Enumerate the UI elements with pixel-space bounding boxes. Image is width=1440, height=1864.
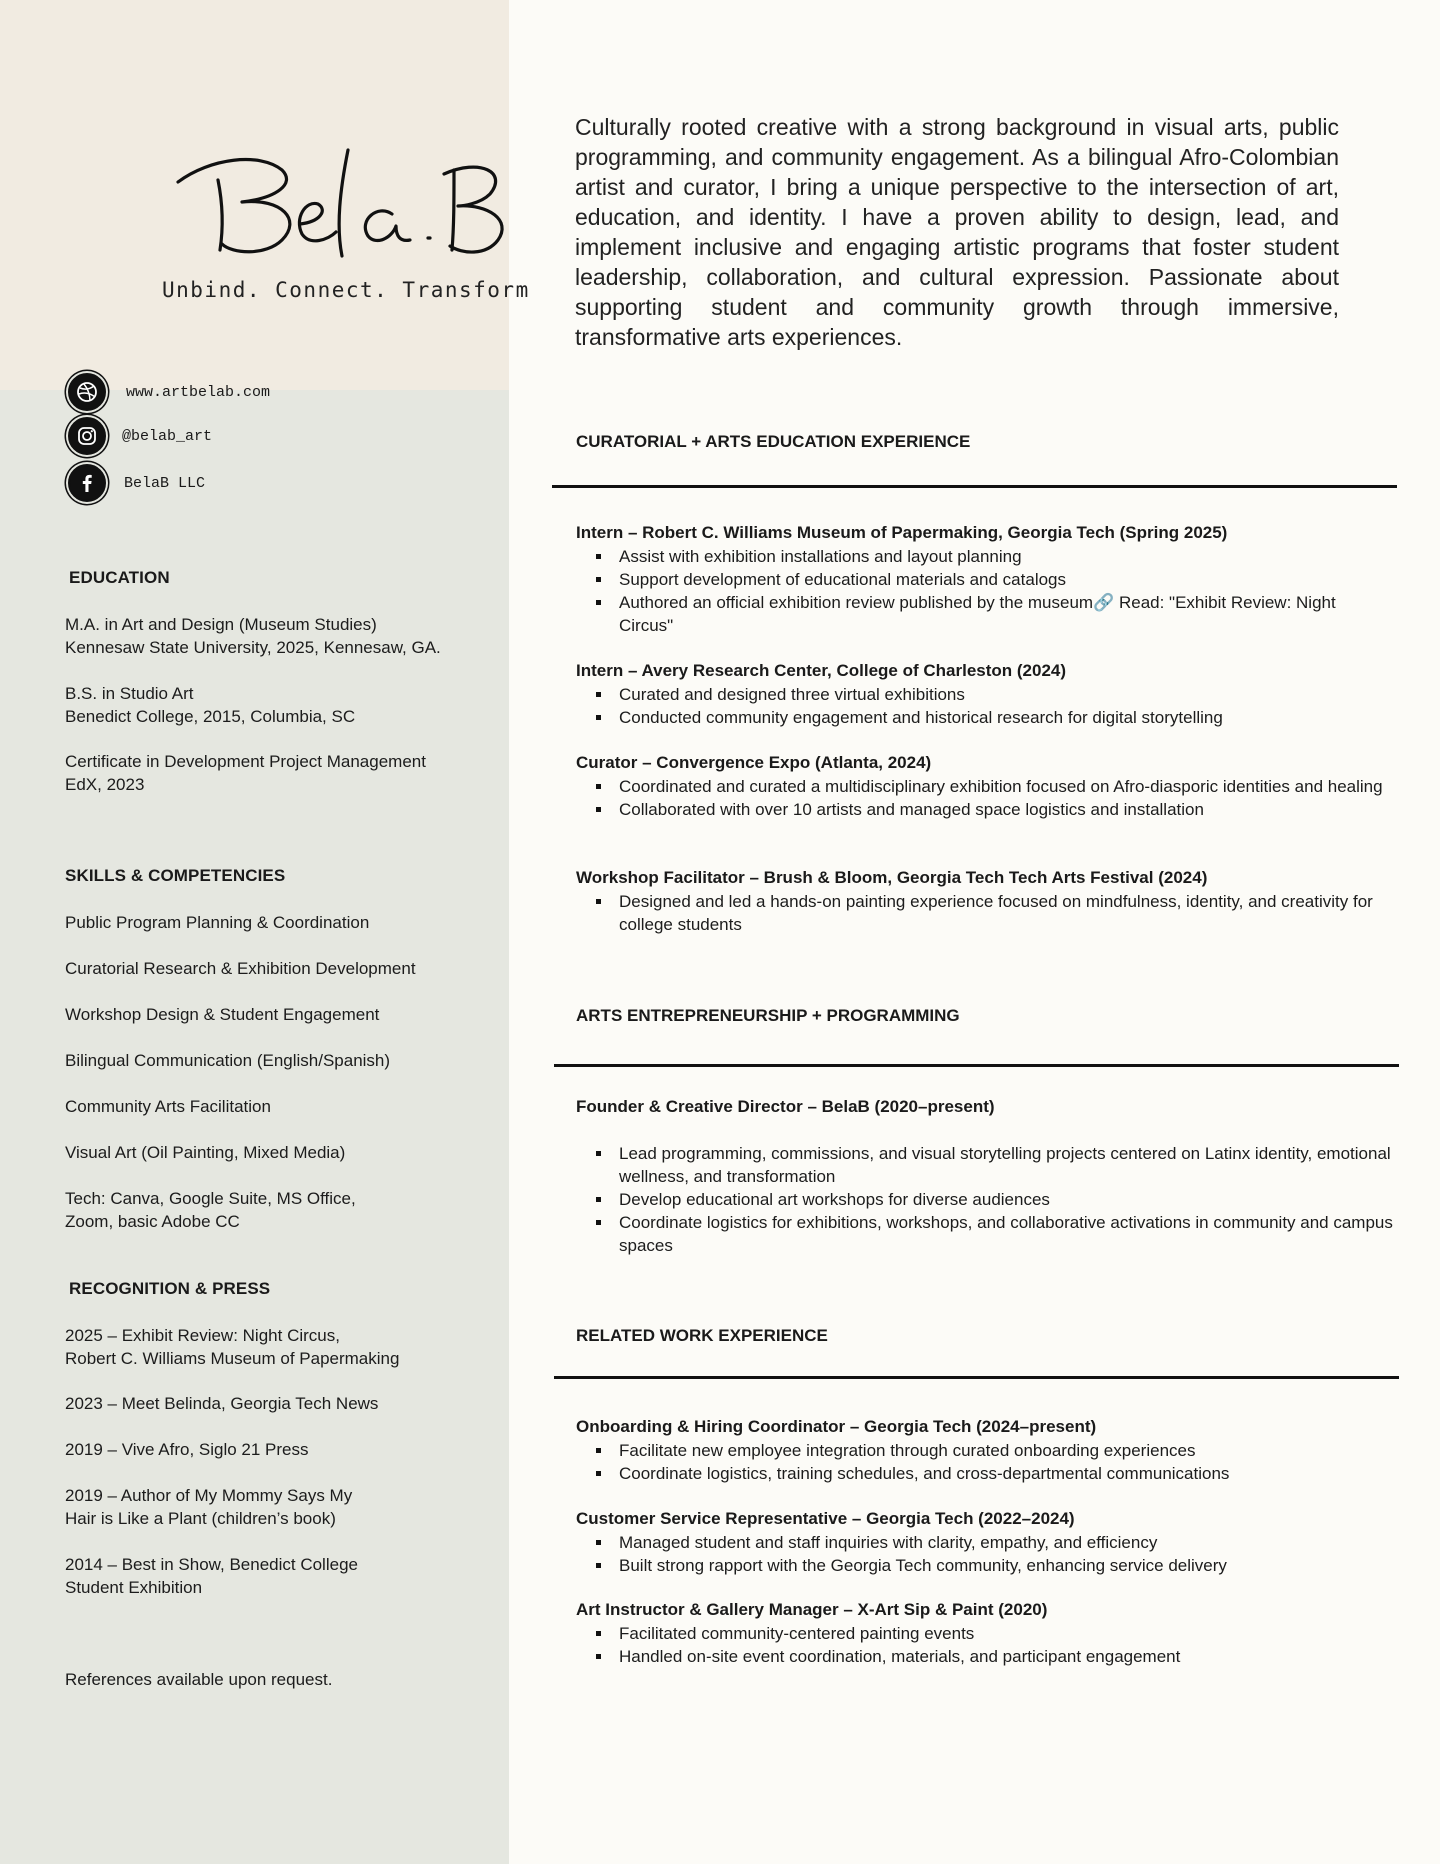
job-bullet: Built strong rapport with the Georgia Tech community, enhancing service delivery (576, 1554, 1406, 1577)
job-bullets (576, 1622, 1406, 1668)
contact-instagram-text: @belab_art (122, 427, 213, 445)
facebook-icon (68, 464, 106, 502)
job-title: Intern – Robert C. Williams Museum of Papermaking, Georgia Tech (Spring 2025) (576, 523, 1228, 542)
job-bullets (576, 1142, 1411, 1257)
skill-item: Visual Art (Oil Painting, Mixed Media) (65, 1143, 346, 1162)
skill-item: Workshop Design & Student Engagement (65, 1005, 380, 1024)
education-item: M.A. in Art and Design (Museum Studies) Kennesaw State University, 2025, Kennesaw, GA. (65, 615, 441, 657)
section-title-related: RELATED WORK EXPERIENCE (576, 1326, 828, 1345)
job-bullets (576, 1531, 1406, 1577)
recognition-item: 2023 – Meet Belinda, Georgia Tech News (65, 1394, 379, 1413)
job-bullet: Collaborated with over 10 artists and managed space logistics and installation (576, 798, 1386, 821)
job-bullet: Conducted community engagement and historical research for digital storytelling (576, 706, 1406, 729)
skill-item: Curatorial Research & Exhibition Development (65, 959, 416, 978)
skill-item: Tech: Canva, Google Suite, MS Office, Zoom, basic Adobe CC (65, 1189, 356, 1231)
contact-facebook[interactable] (68, 464, 205, 502)
section-title-entrepreneurship: ARTS ENTREPRENEURSHIP + PROGRAMMING (576, 1006, 960, 1025)
profile-summary: Culturally rooted creative with a strong background in visual arts, public programming, and community engagement. As a bilingual Afro-Colombian artist and curator, I bring a unique perspective to the intersection of art, education, and identity. I have a proven ability to design, lead, and implement inclusive and engaging artistic programs that foster student leadership, collaboration, and cultural expression. Passionate about supporting student and community growth through immersive, transformative arts experiences. (575, 114, 1339, 350)
section-divider (554, 1064, 1399, 1067)
instagram-icon (68, 417, 106, 455)
job-title: Workshop Facilitator – Brush & Bloom, Georgia Tech Tech Arts Festival (2024) (576, 868, 1208, 887)
recognition-item: 2019 – Vive Afro, Siglo 21 Press (65, 1440, 309, 1459)
sidebar-panel (0, 390, 509, 1864)
bela-b-signature-logo (170, 140, 510, 270)
job-bullet: Assist with exhibition installations and layout planning (576, 545, 1386, 568)
skill-item: Bilingual Communication (English/Spanish) (65, 1051, 391, 1070)
skills-heading: SKILLS & COMPETENCIES (65, 866, 286, 885)
skill-item: Community Arts Facilitation (65, 1097, 271, 1116)
section-title-curatorial: CURATORIAL + ARTS EDUCATION EXPERIENCE (576, 432, 971, 451)
contact-facebook-text: BelaB LLC (124, 474, 206, 492)
job-bullet: Facilitated community-centered painting events (576, 1622, 1406, 1645)
job-title: Founder & Creative Director – BelaB (2020–present) (576, 1097, 995, 1116)
job-bullets (576, 775, 1386, 821)
dribbble-icon (68, 373, 106, 411)
job-title: Onboarding & Hiring Coordinator – Georgia Tech (2024–present) (576, 1417, 1097, 1436)
recognition-item: 2025 – Exhibit Review: Night Circus, Robert C. Williams Museum of Papermaking (65, 1326, 400, 1368)
job-bullet: Coordinate logistics for exhibitions, workshops, and collaborative activations in community and campus spaces (576, 1211, 1411, 1257)
recognition-item: 2014 – Best in Show, Benedict College Student Exhibition (65, 1555, 358, 1597)
job-bullet: Coordinate logistics, training schedules, and cross-departmental communications (576, 1462, 1406, 1485)
contact-instagram[interactable] (68, 417, 212, 455)
job-bullet: Curated and designed three virtual exhibitions (576, 683, 1406, 706)
skill-item: Public Program Planning & Coordination (65, 913, 370, 932)
education-heading: EDUCATION (69, 568, 170, 587)
education-item: B.S. in Studio Art Benedict College, 2015, Columbia, SC (65, 684, 356, 726)
job-bullet: Support development of educational materials and catalogs (576, 568, 1386, 591)
job-bullet[interactable]: Authored an official exhibition review published by the museum🔗 Read: "Exhibit Review: Night Circus" (576, 591, 1386, 637)
job-title: Intern – Avery Research Center, College of Charleston (2024) (576, 661, 1067, 680)
contact-website-text: www.artbelab.com (126, 383, 271, 401)
job-bullet: Develop educational art workshops for diverse audiences (576, 1188, 1411, 1211)
job-bullet: Lead programming, commissions, and visual storytelling projects centered on Latinx identity, emotional wellness, and transformation (576, 1142, 1411, 1188)
job-title: Curator – Convergence Expo (Atlanta, 2024) (576, 753, 932, 772)
job-bullet: Facilitate new employee integration through curated onboarding experiences (576, 1439, 1406, 1462)
job-bullet: Designed and led a hands-on painting experience focused on mindfulness, identity, and creativity for college students (576, 890, 1406, 936)
references-note: References available upon request. (65, 1670, 333, 1689)
job-bullet: Coordinated and curated a multidisciplinary exhibition focused on Afro-diasporic identities and healing (576, 775, 1386, 798)
job-bullets (576, 545, 1386, 637)
job-bullets (576, 683, 1406, 729)
section-divider (552, 485, 1397, 488)
job-bullets (576, 1439, 1406, 1485)
education-item: Certificate in Development Project Management EdX, 2023 (65, 752, 426, 794)
job-title: Customer Service Representative – Georgia Tech (2022–2024) (576, 1509, 1075, 1528)
section-divider (554, 1376, 1399, 1379)
job-bullet: Handled on-site event coordination, materials, and participant engagement (576, 1645, 1406, 1668)
recognition-item: 2019 – Author of My Mommy Says My Hair is Like a Plant (children’s book) (65, 1486, 353, 1528)
job-title: Art Instructor & Gallery Manager – X-Art Sip & Paint (2020) (576, 1600, 1048, 1619)
job-bullet: Managed student and staff inquiries with clarity, empathy, and efficiency (576, 1531, 1406, 1554)
contact-website[interactable] (68, 373, 270, 411)
brand-tagline: Unbind. Connect. Transform (162, 278, 530, 302)
recognition-heading: RECOGNITION & PRESS (69, 1279, 271, 1298)
job-bullets (576, 890, 1406, 936)
